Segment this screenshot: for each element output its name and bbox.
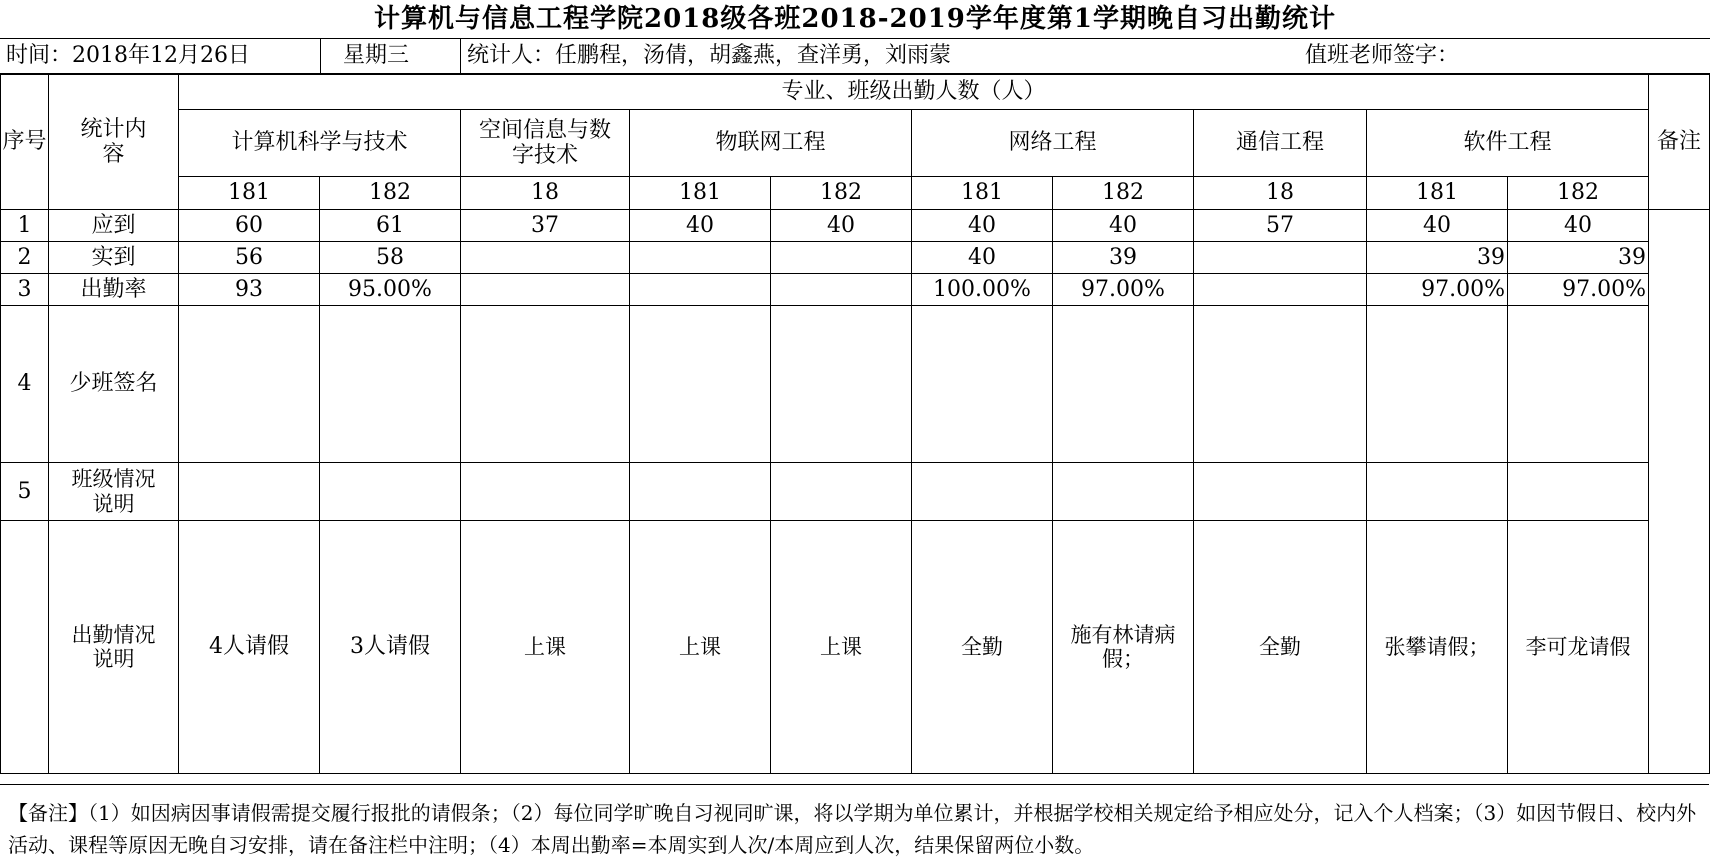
class-header: 18: [461, 177, 630, 210]
class-header: 182: [771, 177, 912, 210]
remark-cell: [1649, 210, 1710, 774]
data-cell: [461, 274, 630, 306]
table-row: [1, 521, 1710, 774]
signature-cell[interactable]: [179, 306, 320, 463]
data-cell: 4人请假: [179, 521, 320, 774]
signature-cell[interactable]: [771, 306, 912, 463]
table-row: [1, 242, 1710, 274]
class-header: 181: [912, 177, 1053, 210]
group-header: 专业、班级出勤人数（人）: [179, 75, 1649, 110]
weekday-field: 星期三: [343, 43, 410, 68]
class-header: 181: [179, 177, 320, 210]
data-cell: 56: [179, 242, 320, 274]
signature-cell[interactable]: [461, 306, 630, 463]
data-cell: [1053, 463, 1194, 521]
major-header: 空间信息与数字技术: [461, 110, 630, 177]
data-cell: 97.00%: [1053, 274, 1194, 306]
signature-cell[interactable]: [1194, 306, 1367, 463]
signature-cell[interactable]: [320, 306, 461, 463]
data-cell: 40: [1053, 210, 1194, 242]
data-cell: [461, 463, 630, 521]
data-cell: 张攀请假；: [1367, 521, 1508, 774]
data-cell: [320, 463, 461, 521]
data-cell: 61: [320, 210, 461, 242]
data-cell: 40: [1508, 210, 1649, 242]
sheet-title: 计算机与信息工程学院2018级各班2018-2019学年度第1学期晚自习出勤统计: [374, 4, 1336, 34]
data-cell: [1367, 463, 1508, 521]
data-cell: [771, 242, 912, 274]
data-cell: 37: [461, 210, 630, 242]
data-cell: [771, 463, 912, 521]
data-cell: [461, 242, 630, 274]
signature-cell[interactable]: [1508, 306, 1649, 463]
date-field: 时间：2018年12月26日: [6, 43, 250, 68]
row-number: 2: [1, 242, 49, 274]
remark-header: 备注: [1649, 75, 1710, 210]
data-cell: [179, 463, 320, 521]
class-header: 181: [630, 177, 771, 210]
data-cell: 93: [179, 274, 320, 306]
major-header: 网络工程: [912, 110, 1194, 177]
row-number: 4: [1, 306, 49, 463]
row-number: 3: [1, 274, 49, 306]
signature-cell[interactable]: [1053, 306, 1194, 463]
data-cell: [1194, 242, 1367, 274]
table-row: [1, 274, 1710, 306]
data-cell: 上课: [771, 521, 912, 774]
class-header: 182: [1508, 177, 1649, 210]
major-header: 计算机科学与技术: [179, 110, 461, 177]
attendance-table: [0, 74, 1710, 774]
data-cell: 97.00%: [1508, 274, 1649, 306]
data-cell: 3人请假: [320, 521, 461, 774]
data-cell: 上课: [630, 521, 771, 774]
major-header: 物联网工程: [630, 110, 912, 177]
row-label: 出勤情况说明: [49, 521, 179, 774]
class-header: 18: [1194, 177, 1367, 210]
class-header: 182: [1053, 177, 1194, 210]
remarks-note: 【备注】（1）如因病因事请假需提交履行报批的请假条；（2）每位同学旷晚自习视同旷课，将以学期为单位累计，并根据学校相关规定给予相应处分，记入个人档案；（3）如因节假日、校内外活动、课程等原因无晚自习安排，请在备注栏中注明；（4）本周出勤率=本周实到人次/本周应到人次，结果保留两位小数。: [0, 784, 1709, 863]
data-cell: [630, 274, 771, 306]
data-cell: 39: [1367, 242, 1508, 274]
data-cell: 上课: [461, 521, 630, 774]
signature-cell[interactable]: [1367, 306, 1508, 463]
data-cell: [1194, 274, 1367, 306]
data-cell: 40: [912, 210, 1053, 242]
divider: [460, 39, 461, 73]
data-cell: 60: [179, 210, 320, 242]
data-cell: [1194, 463, 1367, 521]
major-header: 软件工程: [1367, 110, 1649, 177]
divider: [320, 39, 321, 73]
row-number: [1, 521, 49, 774]
data-cell: 95.00%: [320, 274, 461, 306]
data-cell: 施有林请病假；: [1053, 521, 1194, 774]
row-label: 少班签名: [49, 306, 179, 463]
row-label: 实到: [49, 242, 179, 274]
row-label: 应到: [49, 210, 179, 242]
data-cell: 40: [912, 242, 1053, 274]
data-cell: 100.00%: [912, 274, 1053, 306]
table-row: [1, 306, 1710, 463]
content-header: 统计内容: [49, 75, 179, 210]
data-cell: 57: [1194, 210, 1367, 242]
teacher-sign-field: 值班老师签字：: [1305, 43, 1460, 68]
data-cell: 39: [1508, 242, 1649, 274]
table-row: [1, 463, 1710, 521]
major-header: 通信工程: [1194, 110, 1367, 177]
reporters-field: 统计人：任鹏程，汤倩，胡鑫燕，查洋勇，刘雨蒙: [467, 43, 952, 68]
data-cell: 40: [771, 210, 912, 242]
data-cell: 李可龙请假: [1508, 521, 1649, 774]
data-cell: 58: [320, 242, 461, 274]
data-cell: 全勤: [912, 521, 1053, 774]
row-number: 5: [1, 463, 49, 521]
seq-header: 序号: [1, 75, 49, 210]
data-cell: 97.00%: [1367, 274, 1508, 306]
data-cell: [630, 463, 771, 521]
signature-cell[interactable]: [912, 306, 1053, 463]
data-cell: 40: [630, 210, 771, 242]
table-row: [1, 210, 1710, 242]
row-label: 出勤率: [49, 274, 179, 306]
data-cell: [912, 463, 1053, 521]
data-cell: 39: [1053, 242, 1194, 274]
data-cell: 40: [1367, 210, 1508, 242]
data-cell: [771, 274, 912, 306]
data-cell: [630, 242, 771, 274]
class-header: 181: [1367, 177, 1508, 210]
meta-row: [0, 38, 1710, 74]
signature-cell[interactable]: [630, 306, 771, 463]
class-header: 182: [320, 177, 461, 210]
data-cell: [1508, 463, 1649, 521]
row-label: 班级情况说明: [49, 463, 179, 521]
data-cell: 全勤: [1194, 521, 1367, 774]
row-number: 1: [1, 210, 49, 242]
